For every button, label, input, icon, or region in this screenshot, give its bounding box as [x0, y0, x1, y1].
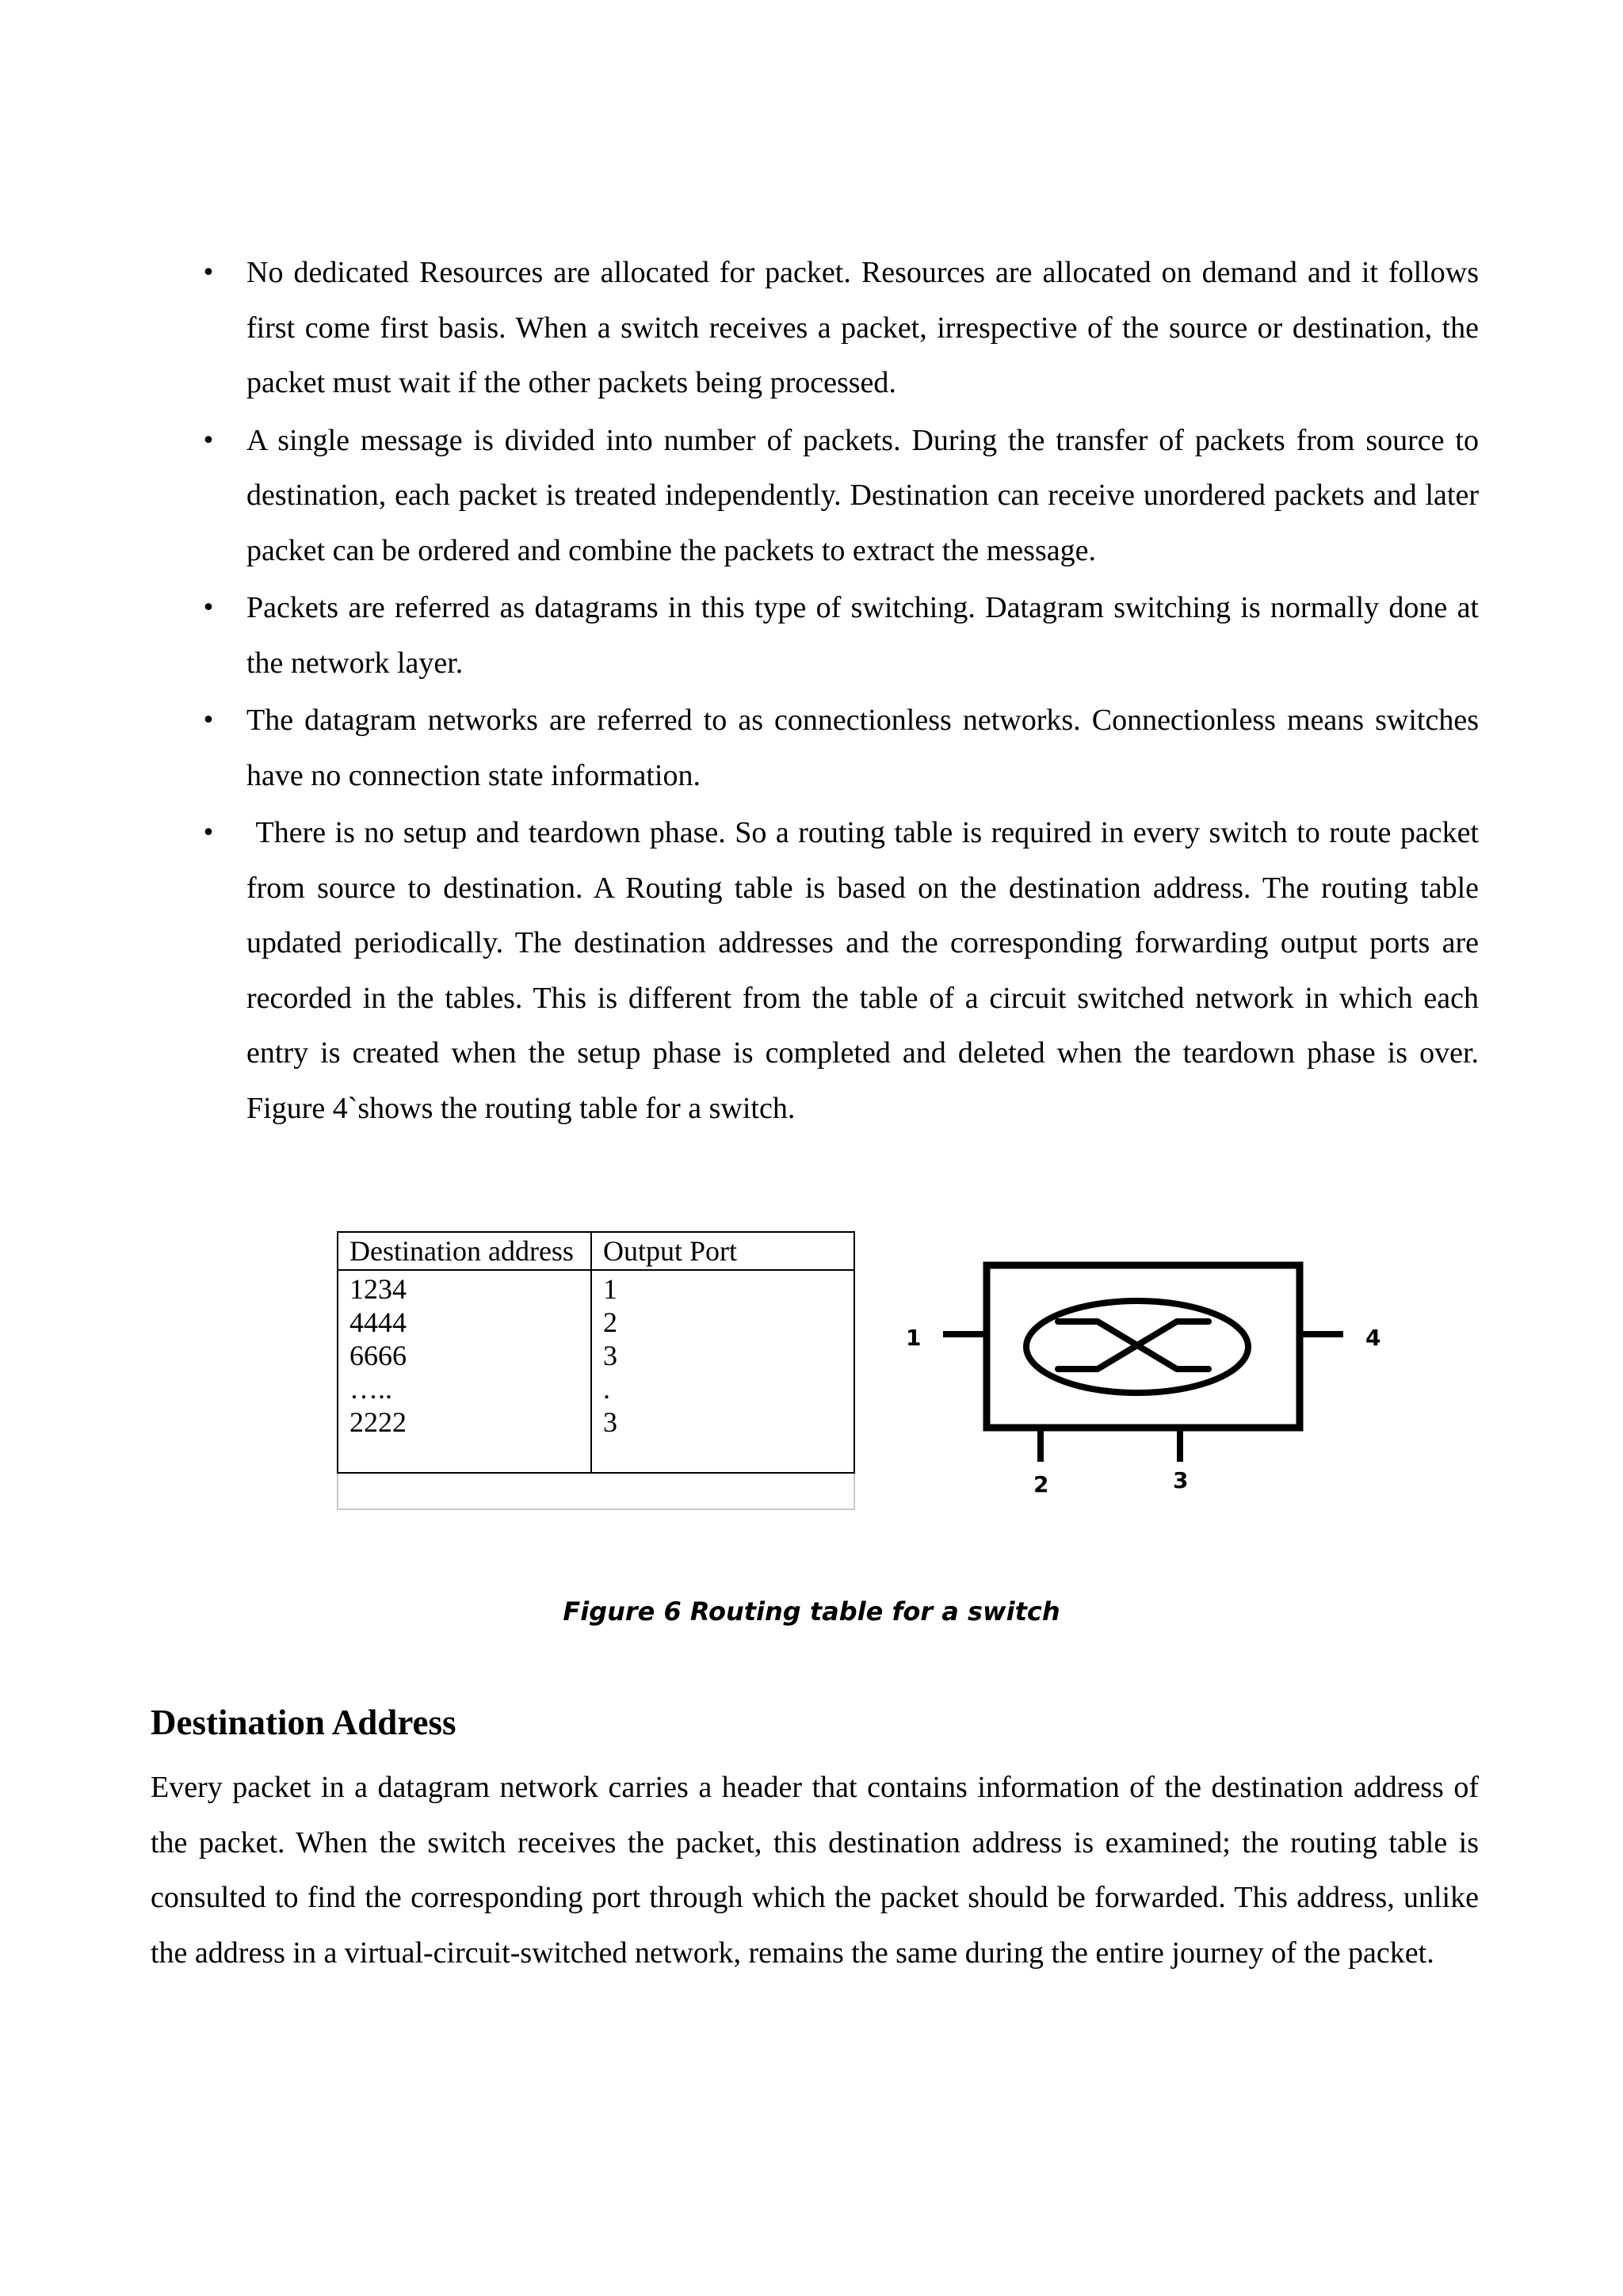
bullet-dot-icon: • [201, 259, 216, 287]
port-label-1: 1 [906, 1325, 922, 1351]
figure-caption: Figure 6 Routing table for a switch [563, 1596, 1060, 1627]
port-value: . [603, 1373, 610, 1405]
destination-value: 4444 [349, 1306, 407, 1338]
bullet-dot-icon: • [201, 707, 216, 734]
destination-value: ….. [349, 1373, 392, 1405]
section-heading: Destination Address [151, 1703, 456, 1742]
bullet-text: No dedicated Resources are allocated for packet. Resources are allocated on demand and it follows first come first basis. When a switch receives a packet, irrespective of the source or destination, the packet must wait if the other packets being processed. [246, 256, 1479, 399]
bullet-text: The datagram networks are referred to as connectionless networks. Connectionless means switches have no connection state information. [246, 704, 1479, 792]
table-empty-row [338, 1473, 854, 1509]
destination-value: 2222 [349, 1406, 407, 1438]
port-label-3: 3 [1173, 1467, 1189, 1493]
section-paragraph: Every packet in a datagram network carries a header that contains information of the destination address of the packet. When the switch receives the packet, this destination address is examined; the routing table is consulted to find the corresponding port through which the packet should be forwarded. This address, unlike the address in a virtual-circuit-switched network, remains the same during the entire journey of the packet. [151, 1771, 1479, 1970]
port-value: 3 [603, 1406, 617, 1438]
empty-cell [338, 1473, 854, 1509]
bullet-item [201, 246, 1479, 411]
table-row [338, 1270, 854, 1473]
header-output-port: Output Port [591, 1232, 854, 1270]
bullet-text: There is no setup and teardown phase. So a routing table is required in every switch to route packet from source to destination. A Routing table is based on the destination address. The routing table updated periodically. The destination addresses and the corresponding forwarding output ports are recorded in the tables. This is different from the table of a circuit switched network in which each entry is created when the setup phase is completed and deleted when the teardown phase is over. Figure 4`shows the routing table for a switch. [246, 816, 1487, 1125]
cross-path-icon [1058, 1322, 1209, 1369]
destination-value: 1234 [349, 1273, 407, 1305]
destination-value: 6666 [349, 1340, 407, 1371]
port-label-2: 2 [1033, 1471, 1049, 1497]
port-value: 1 [603, 1273, 617, 1305]
bullet-dot-icon: • [201, 594, 216, 622]
bullet-item [201, 693, 1479, 803]
bullet-dot-icon: • [201, 819, 216, 847]
port-label-4: 4 [1365, 1325, 1381, 1351]
bullet-dot-icon: • [201, 426, 216, 455]
bullet-text: Packets are referred as datagrams in this type of switching. Datagram switching is normally done at the network layer. [246, 591, 1479, 680]
port-column [591, 1270, 854, 1473]
bullet-item [201, 806, 1487, 1136]
table-header-row [338, 1232, 854, 1270]
port-value: 2 [603, 1306, 617, 1338]
bullet-list [201, 246, 1487, 1138]
bullet-item [201, 414, 1479, 579]
bullet-text: A single message is divided into number of packets. During the transfer of packets from source to destination, each packet is treated independently. Destination can receive unordered packets and later packet can be ordered and combine the packets to extract the message. [246, 423, 1479, 567]
destination-column [338, 1270, 591, 1473]
switch-diagram [884, 1236, 1407, 1505]
routing-table [337, 1231, 855, 1510]
header-destination-address: Destination address [338, 1232, 591, 1270]
port-value: 3 [603, 1340, 617, 1371]
bullet-item [201, 581, 1479, 691]
